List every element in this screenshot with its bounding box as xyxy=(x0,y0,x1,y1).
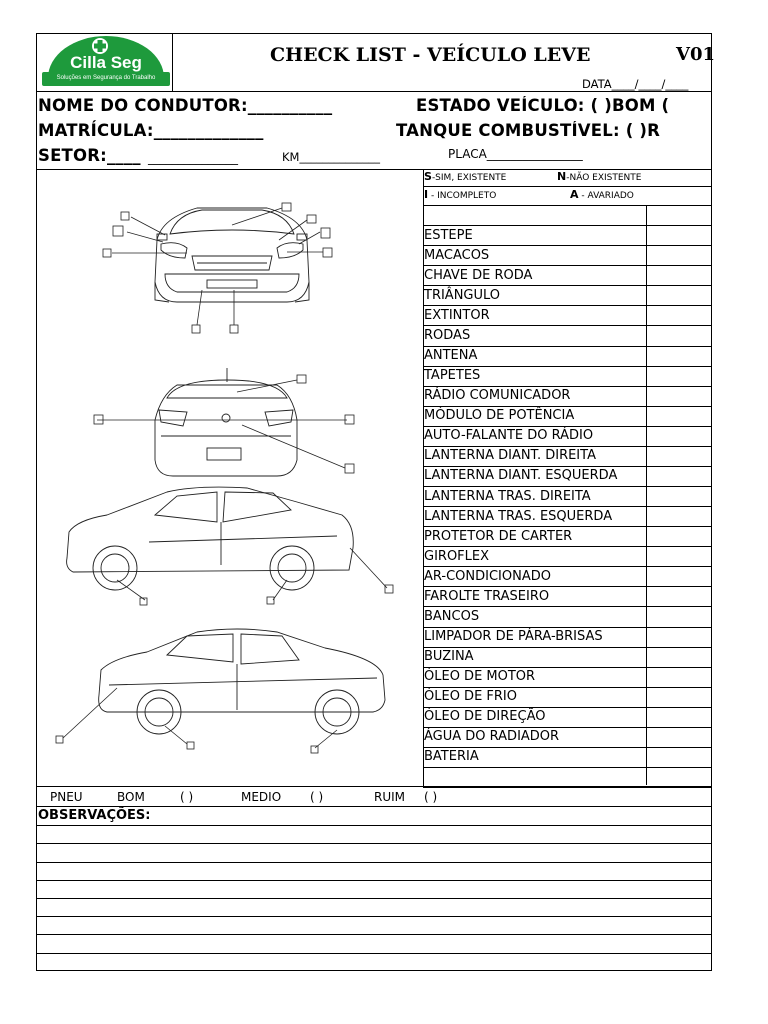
observation-line[interactable] xyxy=(36,843,712,844)
car-front-view xyxy=(155,208,309,302)
form-version: V01 xyxy=(676,44,716,65)
legend-i-text: - INCOMPLETO xyxy=(428,191,497,201)
fuel-tank-field[interactable]: TANQUE COMBUSTÍVEL: ( )R xyxy=(396,121,661,140)
observation-line[interactable] xyxy=(36,934,712,935)
legend-line-1 xyxy=(423,186,712,187)
legend-i xyxy=(424,188,496,201)
checklist-column-divider xyxy=(646,205,647,785)
observation-line[interactable] xyxy=(36,825,712,826)
tire-medium-box[interactable]: ( ) xyxy=(310,790,324,804)
checklist-item-label: LIMPADOR DE PÁRA-BRISAS xyxy=(424,629,603,644)
checklist-item-label: LANTERNA TRAS. ESQUERDA xyxy=(424,508,613,524)
legend-a xyxy=(570,188,634,201)
checklist-item-label: TAPETES xyxy=(424,368,481,384)
checklist-status-cell[interactable] xyxy=(647,246,711,264)
checklist-item-label: BUZINA xyxy=(424,649,474,664)
observation-line[interactable] xyxy=(36,880,712,881)
checklist-item-label: LANTERNA TRAS. DIREITA xyxy=(424,488,591,504)
checklist-status-cell[interactable] xyxy=(647,407,711,425)
checklist-status-cell[interactable] xyxy=(647,728,711,746)
checklist-status-cell[interactable] xyxy=(647,648,711,666)
date-field[interactable]: DATA____/____/____ xyxy=(582,77,689,91)
legend-n-key: N xyxy=(557,170,567,183)
checklist-row-line xyxy=(423,205,712,206)
checklist-status-cell[interactable] xyxy=(647,387,711,405)
legend-a-key: A xyxy=(570,188,579,201)
checklist-status-cell[interactable] xyxy=(647,507,711,525)
checklist-status-cell[interactable] xyxy=(647,367,711,385)
checklist-status-cell[interactable] xyxy=(647,226,711,244)
checklist-item-label: ÓLEO DE FRIO xyxy=(424,689,517,705)
checklist-status-cell[interactable] xyxy=(647,567,711,585)
sector-line: _______________ xyxy=(148,151,238,165)
legend-n-text: -NÃO EXISTENTE xyxy=(566,173,642,183)
observations-top-line xyxy=(36,806,712,807)
checklist-item-label: MACACOS xyxy=(424,247,490,263)
checklist-status-cell[interactable] xyxy=(647,286,711,304)
legend-n xyxy=(557,170,641,183)
checklist-status-cell[interactable] xyxy=(647,527,711,545)
checklist-item-label: GIROFLEX xyxy=(424,548,490,564)
checklist-item-label: AUTO-FALANTE DO RÁDIO xyxy=(424,428,594,444)
header-divider xyxy=(36,91,712,92)
registration-field[interactable]: MATRÍCULA:_____________ xyxy=(38,121,264,140)
tire-good-box[interactable]: ( ) xyxy=(180,790,194,804)
vehicle-damage-diagram xyxy=(37,170,423,785)
checklist-status-cell[interactable] xyxy=(647,547,711,565)
observation-line[interactable] xyxy=(36,953,712,954)
car-side-view-left xyxy=(99,629,385,734)
legend-i-key: I xyxy=(424,188,429,201)
checklist-item-label: ANTENA xyxy=(424,348,478,363)
tire-medium-label: MEDIO xyxy=(241,790,282,804)
vehicle-state-field[interactable]: ESTADO VEÍCULO: ( )BOM ( xyxy=(416,96,670,115)
page-title: CHECK LIST - VEÍCULO LEVE xyxy=(270,44,591,66)
observation-line[interactable] xyxy=(36,898,712,899)
checklist-item-label: LANTERNA DIANT. DIREITA xyxy=(424,448,596,464)
checklist-item-label: CHAVE DE RODA xyxy=(424,267,533,283)
checklist-status-cell[interactable] xyxy=(647,467,711,485)
checklist-item-label: MÓDULO DE POTÊNCIA xyxy=(424,408,575,424)
observation-line[interactable] xyxy=(36,916,712,917)
checklist-status-cell[interactable] xyxy=(647,447,711,465)
checklist-item-label: ÓLEO DE DIREÇÃO xyxy=(424,709,546,725)
tires-top-line xyxy=(36,786,712,787)
km-field[interactable]: KM______________ xyxy=(282,150,380,164)
tire-good-label: BOM xyxy=(117,790,145,804)
car-side-view-right xyxy=(67,487,354,590)
tire-label: PNEU xyxy=(50,790,83,804)
checklist-item-label: EXTINTOR xyxy=(424,307,490,323)
checklist-item-label: RÁDIO COMUNICADOR xyxy=(424,388,571,404)
checklist-status-cell[interactable] xyxy=(647,668,711,686)
checklist-item-label: BANCOS xyxy=(424,608,480,624)
tire-bad-label: RUIM xyxy=(374,790,406,804)
checklist-item-label: RODAS xyxy=(424,327,471,343)
rear-view-callouts xyxy=(94,375,354,473)
checklist-item-label: AR-CONDICIONADO xyxy=(424,568,551,584)
checklist-status-cell[interactable] xyxy=(647,628,711,646)
checklist-item-label: TRIÂNGULO xyxy=(424,287,501,303)
checklist-status-cell[interactable] xyxy=(647,487,711,505)
checklist-status-cell[interactable] xyxy=(647,748,711,766)
checklist-status-cell[interactable] xyxy=(647,427,711,445)
front-view-callouts xyxy=(103,203,332,333)
legend-s-text: -SIM, EXISTENTE xyxy=(431,173,507,183)
legend-s-key: S xyxy=(424,170,432,183)
checklist-status-cell[interactable] xyxy=(647,306,711,324)
checklist-item-label: FAROLTE TRASEIRO xyxy=(424,588,550,604)
side-view-left-callouts xyxy=(56,688,337,753)
observations-label: OBSERVAÇÕES: xyxy=(38,808,151,823)
checklist-status-cell[interactable] xyxy=(647,266,711,284)
checklist-item-label: BATERIA xyxy=(424,749,479,765)
tire-bad-box[interactable]: ( ) xyxy=(424,790,438,804)
checklist-item-label: ÁGUA DO RADIADOR xyxy=(424,729,560,745)
checklist-item-label: PROTETOR DE CARTER xyxy=(424,528,573,544)
company-logo xyxy=(40,36,172,88)
logo-name: Cilla Seg xyxy=(70,53,142,72)
checklist-item-label: ÓLEO DE MOTOR xyxy=(424,669,536,685)
checklist-status-cell[interactable] xyxy=(647,326,711,344)
plate-field[interactable]: PLACA________________ xyxy=(448,147,583,161)
checklist-status-cell[interactable] xyxy=(647,708,711,726)
legend-s xyxy=(424,170,506,183)
sector-field[interactable]: SETOR:____ xyxy=(38,146,141,165)
logo-divider xyxy=(172,33,173,91)
legend-a-text: - AVARIADO xyxy=(578,191,634,201)
checklist-item-label: ESTEPE xyxy=(424,227,473,243)
logo-tagline: Soluções em Segurança do Trabalho xyxy=(56,75,156,81)
checklist-status-cell[interactable] xyxy=(647,607,711,625)
checklist-row-line xyxy=(423,787,712,788)
checklist-status-cell[interactable] xyxy=(647,347,711,365)
checklist-item-label: LANTERNA DIANT. ESQUERDA xyxy=(424,468,618,484)
checklist-status-cell[interactable] xyxy=(647,587,711,605)
driver-name-field[interactable]: NOME DO CONDUTOR:__________ xyxy=(38,96,333,115)
observation-line[interactable] xyxy=(36,862,712,863)
checklist-status-cell[interactable] xyxy=(647,688,711,706)
